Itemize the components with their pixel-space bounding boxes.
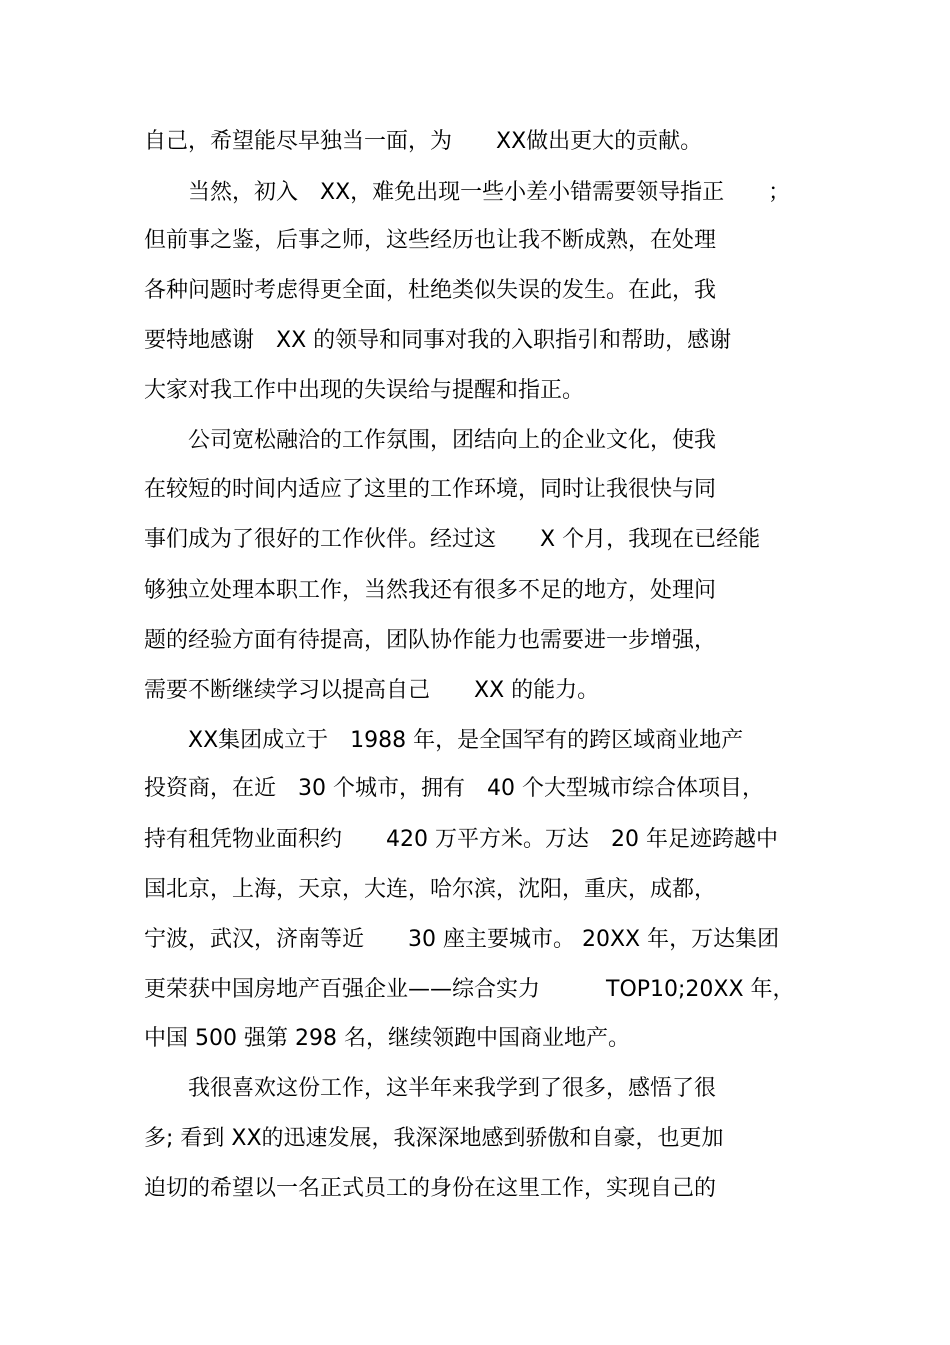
text-line: 在较短的时间内适应了这里的工作环境，同时让我很快与同	[144, 477, 717, 502]
text-line: 中国 500 强第 298 名，继续领跑中国商业地产。	[144, 1026, 630, 1051]
text-line: 题的经验方面有待提高，团队协作能力也需要进一步增强，	[144, 628, 717, 653]
text-line: 国北京，上海，天京，大连，哈尔滨，沈阳，重庆，成都，	[144, 877, 717, 902]
text-line: 各种问题时考虑得更全面，杜绝类似失误的发生。在此，我	[144, 278, 717, 303]
text-line: 事们成为了很好的工作伙伴。经过这 X 个月，我现在已经能	[144, 527, 761, 552]
text-line: 更荣获中国房地产百强企业——综合实力 TOP10;20XX 年，	[144, 977, 795, 1002]
text-line: 公司宽松融洽的工作氛围，团结向上的企业文化，使我	[144, 428, 717, 453]
text-line: 投资商，在近 30 个城市，拥有 40 个大型城市综合体项目，	[144, 776, 764, 801]
text-line: 当然，初入 XX，难免出现一些小差小错需要领导指正 ；	[144, 180, 791, 205]
text-line: XX集团成立于 1988 年，是全国罕有的跨区域商业地产	[144, 728, 744, 753]
text-line: 我很喜欢这份工作，这半年来我学到了很多，感悟了很	[144, 1076, 717, 1101]
text-line: 多; 看到 XX的迅速发展，我深深地感到骄傲和自豪，也更加	[144, 1126, 724, 1151]
text-line: 够独立处理本职工作，当然我还有很多不足的地方，处理问	[144, 578, 717, 603]
text-line: 持有租凭物业面积约 420 万平方米。万达 20 年足迹跨越中	[144, 827, 778, 852]
text-line: 大家对我工作中出现的失误给与提醒和指正。	[144, 378, 585, 403]
text-line: 宁波，武汉，济南等近 30 座主要城市。 20XX 年，万达集团	[144, 927, 780, 952]
text-line: 自己，希望能尽早独当一面，为 XX做出更大的贡献。	[144, 129, 703, 154]
text-line: 迫切的希望以一名正式员工的身份在这里工作，实现自己的	[144, 1176, 717, 1201]
text-line: 需要不断继续学习以提高自己 XX 的能力。	[144, 678, 600, 703]
text-line: 要特地感谢 XX 的领导和同事对我的入职指引和帮助，感谢	[144, 328, 732, 353]
text-line: 但前事之鉴，后事之师，这些经历也让我不断成熟，在处理	[144, 228, 717, 253]
